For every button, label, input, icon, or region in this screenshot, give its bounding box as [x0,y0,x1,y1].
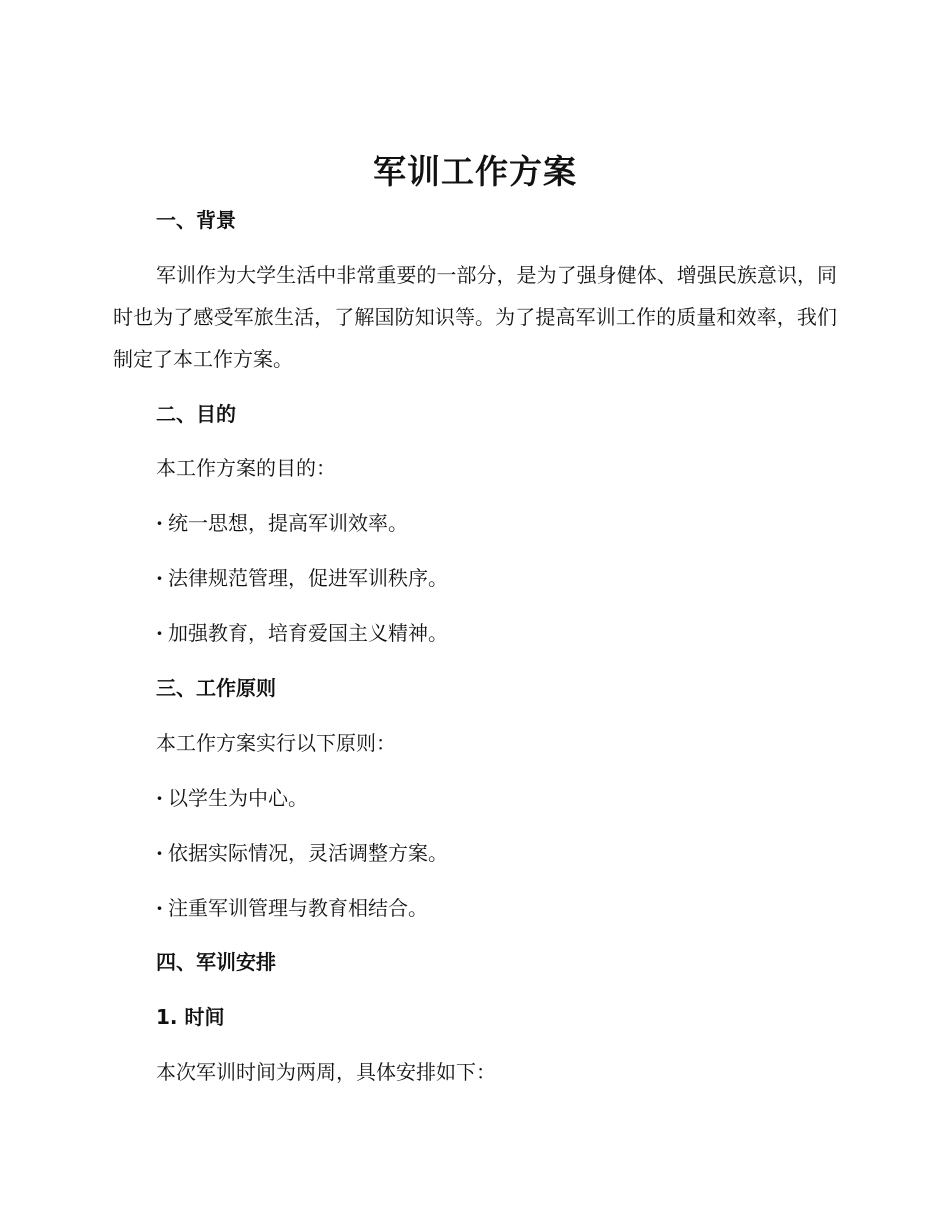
section-heading-purpose: 二、目的 [156,402,236,426]
bullet-icon: · [156,621,163,645]
section-heading-background: 一、背景 [156,208,236,232]
section-heading-arrangement: 四、军训安排 [156,950,276,974]
list-item-text: 注重军训管理与教育相结合。 [168,896,428,920]
purpose-intro: 本工作方案的目的： [156,456,336,480]
principles-intro: 本工作方案实行以下原则： [156,731,396,755]
document-title: 军训工作方案 [373,152,577,191]
list-item [156,564,448,592]
background-paragraph: 军训作为大学生活中非常重要的一部分，是为了强身健体、增强民族意识，同时也为了感受军旅生活，了解国防知识等。为了提高军训工作的质量和效率，我们制定了本工作方案。 [113,263,837,371]
list-item [156,619,448,647]
bullet-icon: · [156,896,163,920]
list-item [156,509,408,537]
list-item-text: 法律规范管理，促进军训秩序。 [168,566,448,590]
bullet-icon: · [156,786,163,810]
section-heading-principles: 三、工作原则 [156,676,276,700]
bullet-icon: · [156,566,163,590]
list-item-text: 加强教育，培育爱国主义精神。 [168,621,448,645]
subheading-time: 1. 时间 [156,1005,225,1029]
list-item-text: 以学生为中心。 [168,786,308,810]
list-item [156,894,428,922]
list-item-text: 依据实际情况，灵活调整方案。 [168,841,448,865]
list-item-text: 统一思想，提高军训效率。 [168,511,408,535]
bullet-icon: · [156,511,163,535]
arrangement-intro: 本次军训时间为两周，具体安排如下： [156,1060,496,1084]
bullet-icon: · [156,841,163,865]
list-item [156,839,448,867]
list-item [156,784,308,812]
